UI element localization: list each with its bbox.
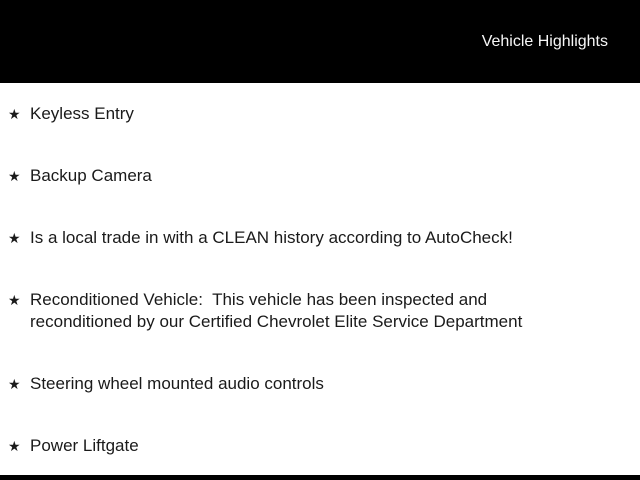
list-item (8, 289, 610, 333)
star-icon: ★ (8, 106, 21, 122)
list-item (8, 103, 610, 125)
highlights-list (0, 83, 640, 457)
list-item-text (30, 435, 139, 457)
star-icon: ★ (8, 168, 21, 184)
list-item-line: Reconditioned Vehicle: This vehicle has been inspected and (30, 290, 488, 309)
star-icon: ★ (8, 376, 21, 392)
list-item-line: Keyless Entry (30, 104, 134, 123)
star-icon: ★ (8, 292, 21, 308)
list-item-line: Power Liftgate (30, 436, 139, 455)
header-bar (0, 0, 640, 83)
list-item-line: reconditioned by our Certified Chevrolet Elite Service Department (30, 312, 523, 331)
footer-bar (0, 475, 640, 480)
list-item (8, 227, 610, 249)
list-item-line: Steering wheel mounted audio controls (30, 374, 324, 393)
list-item-text (30, 103, 134, 125)
list-item-text (30, 289, 522, 333)
list-item-text (30, 373, 324, 395)
list-item-line: Backup Camera (30, 166, 152, 185)
list-item (8, 165, 610, 187)
list-item (8, 373, 610, 395)
header-title: Vehicle Highlights (481, 32, 608, 50)
list-item-text (30, 165, 152, 187)
list-item (8, 435, 610, 457)
list-item-line: Is a local trade in with a CLEAN history according to AutoCheck! (30, 228, 513, 247)
list-item-text (30, 227, 513, 249)
star-icon: ★ (8, 438, 21, 454)
star-icon: ★ (8, 230, 21, 246)
